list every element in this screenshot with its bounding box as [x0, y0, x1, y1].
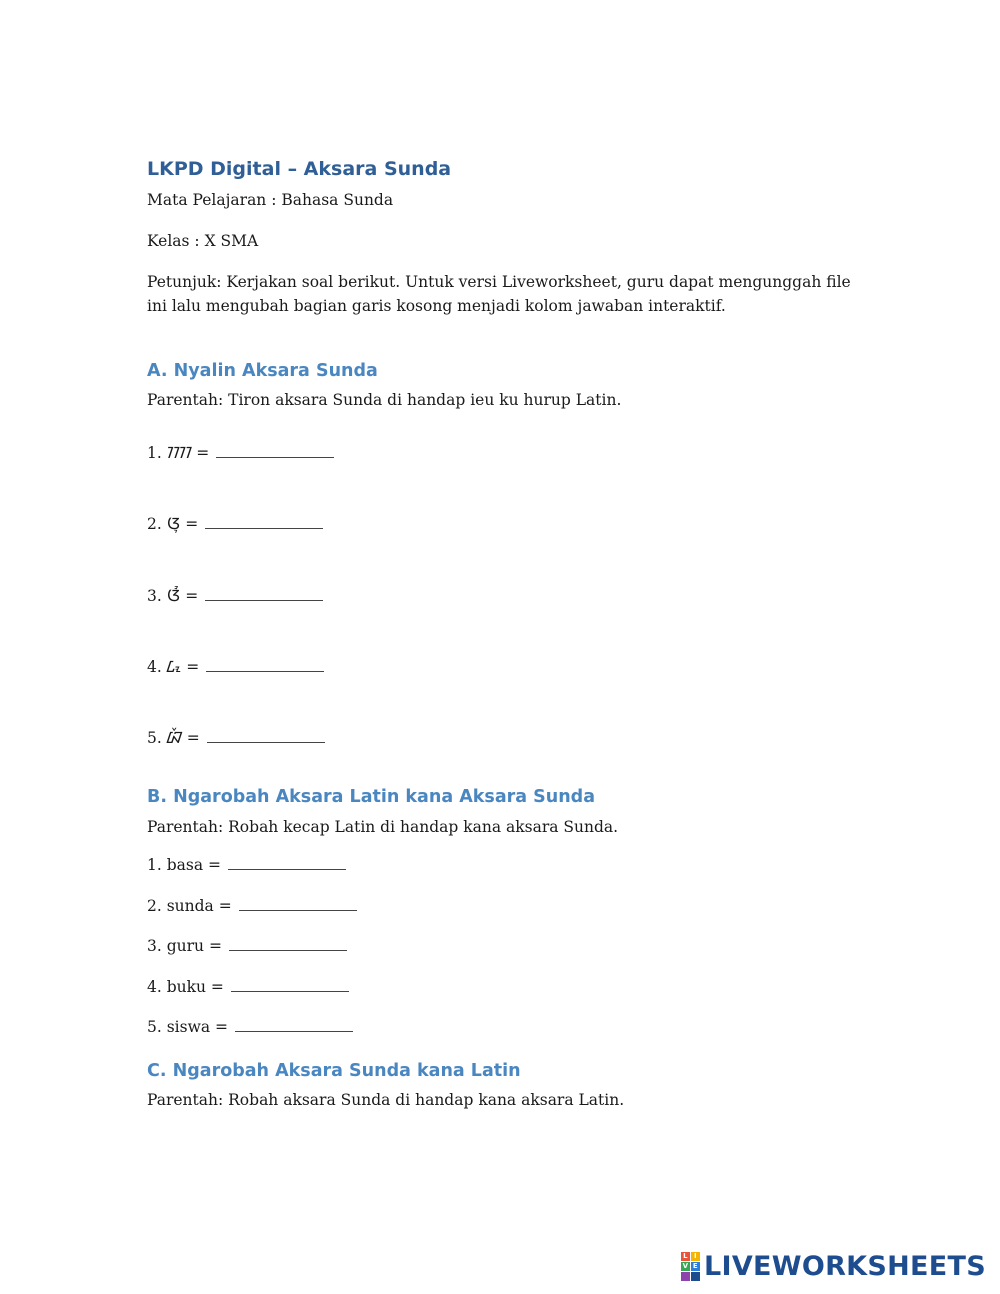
item-number: 2.: [147, 515, 162, 533]
item-number: 4.: [147, 658, 162, 676]
section-a-instruction: Parentah: Tiron aksara Sunda di handap ieu ku hurup Latin.: [147, 391, 622, 409]
sundanese-prompt: ᮄᮧ: [166, 658, 182, 676]
answer-blank[interactable]: [239, 909, 357, 911]
section-a-heading: A. Nyalin Aksara Sunda: [147, 361, 378, 381]
section-a-item: [147, 655, 324, 678]
equals-sign: =: [196, 444, 210, 462]
liveworksheets-logo: [681, 1251, 986, 1282]
section-b-item: [147, 1018, 353, 1036]
answer-blank[interactable]: [205, 599, 323, 601]
section-b-item: [147, 937, 347, 955]
answer-blank[interactable]: [228, 868, 346, 870]
logo-text: LIVEWORKSHEETS: [703, 1251, 986, 1282]
item-label: 1. basa =: [147, 856, 221, 874]
instructions-paragraph: Petunjuk: Kerjakan soal berikut. Untuk versi Liveworksheet, guru dapat mengunggah file ini lalu mengubah bagian garis kosong menjadi kolom jawaban interaktif.: [147, 273, 851, 315]
equals-sign: =: [185, 587, 199, 605]
equals-sign: =: [186, 658, 200, 676]
section-c-instruction: Parentah: Robah aksara Sunda di handap kana aksara Latin.: [147, 1091, 625, 1109]
section-c-heading: C. Ngarobah Aksara Sunda kana Latin: [147, 1061, 521, 1081]
class-line: Kelas : X SMA: [147, 232, 259, 250]
answer-blank[interactable]: [216, 456, 334, 458]
sundanese-prompt: ᮊᮊ: [166, 444, 192, 462]
item-label: 4. buku =: [147, 978, 224, 996]
answer-blank[interactable]: [207, 741, 325, 743]
section-b-item: [147, 897, 357, 915]
section-b-heading: B. Ngarobah Aksara Latin kana Aksara Sunda: [147, 787, 596, 807]
section-b-instruction: Parentah: Robah kecap Latin di handap kana aksara Sunda.: [147, 818, 619, 836]
section-b-item: [147, 978, 349, 996]
sundanese-prompt: ᮃᮤ: [166, 587, 181, 605]
equals-sign: =: [186, 729, 200, 747]
answer-blank[interactable]: [205, 527, 323, 529]
sundanese-prompt: ᮘᮨ: [166, 729, 182, 747]
answer-blank[interactable]: [229, 949, 347, 951]
section-a-item: [147, 441, 334, 464]
liveworksheets-logo-icon: [681, 1252, 700, 1281]
section-a-item: [147, 584, 323, 607]
document-title: LKPD Digital – Aksara Sunda: [147, 158, 452, 180]
logo-block: [681, 1272, 690, 1281]
logo-block: E: [692, 1262, 699, 1270]
item-label: 3. guru =: [147, 937, 222, 955]
logo-block: L: [681, 1252, 690, 1261]
section-a-item: [147, 512, 323, 535]
item-number: 1.: [147, 444, 162, 462]
subject-line: Mata Pelajaran : Bahasa Sunda: [147, 191, 394, 209]
logo-block: V: [682, 1262, 689, 1270]
section-a-item: [147, 726, 325, 749]
answer-blank[interactable]: [231, 990, 349, 992]
answer-blank[interactable]: [206, 670, 324, 672]
section-b-item: [147, 856, 346, 874]
logo-block: I: [691, 1252, 700, 1261]
item-label: 2. sunda =: [147, 897, 232, 915]
answer-blank[interactable]: [235, 1030, 353, 1032]
equals-sign: =: [185, 515, 199, 533]
logo-block: [691, 1272, 700, 1281]
item-number: 5.: [147, 729, 162, 747]
item-number: 3.: [147, 587, 162, 605]
item-label: 5. siswa =: [147, 1018, 229, 1036]
sundanese-prompt: ᮃᮥ: [166, 515, 181, 533]
